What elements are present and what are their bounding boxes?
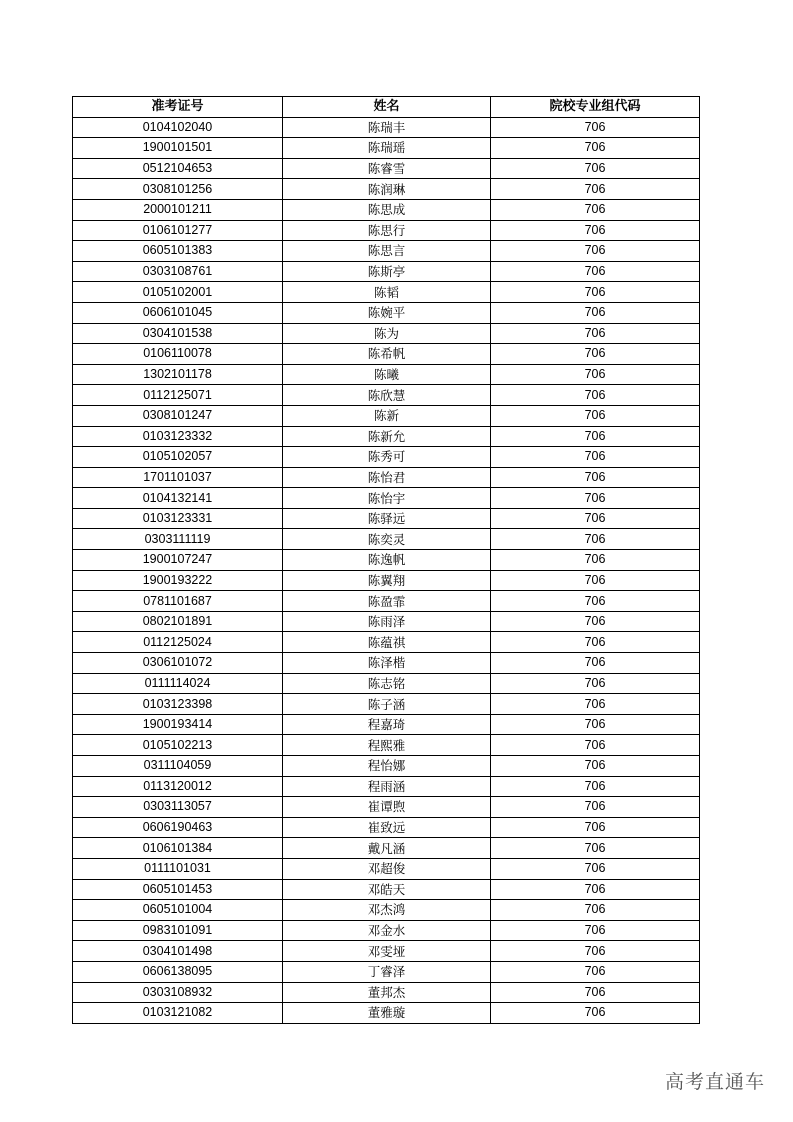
cell-name: 陈志铭 — [283, 673, 491, 694]
cell-name: 陈睿雪 — [283, 158, 491, 179]
cell-exam-id: 0106101277 — [73, 220, 283, 241]
cell-exam-id: 1701101037 — [73, 467, 283, 488]
cell-exam-id: 0606101045 — [73, 302, 283, 323]
cell-exam-id: 1302101178 — [73, 364, 283, 385]
cell-name: 邓雯垭 — [283, 941, 491, 962]
cell-exam-id: 1900101501 — [73, 138, 283, 159]
table-row — [73, 467, 700, 488]
cell-exam-id: 0304101498 — [73, 941, 283, 962]
cell-exam-id: 0605101453 — [73, 879, 283, 900]
cell-name: 陈斯亭 — [283, 261, 491, 282]
table-row — [73, 735, 700, 756]
table-body — [73, 117, 700, 1023]
cell-name: 戴凡涵 — [283, 838, 491, 859]
cell-exam-id: 0105102001 — [73, 282, 283, 303]
cell-program-group-code: 706 — [491, 405, 700, 426]
cell-exam-id: 0303111119 — [73, 529, 283, 550]
cell-program-group-code: 706 — [491, 591, 700, 612]
cell-exam-id: 0106110078 — [73, 344, 283, 365]
cell-exam-id: 0311104059 — [73, 756, 283, 777]
cell-program-group-code: 706 — [491, 817, 700, 838]
table-row — [73, 117, 700, 138]
table-header-row — [73, 97, 700, 118]
cell-program-group-code: 706 — [491, 199, 700, 220]
cell-exam-id: 0104132141 — [73, 488, 283, 509]
cell-exam-id: 1900107247 — [73, 550, 283, 571]
cell-name: 陈思成 — [283, 199, 491, 220]
cell-name: 丁睿泽 — [283, 961, 491, 982]
cell-program-group-code: 706 — [491, 653, 700, 674]
cell-name: 陈翼翔 — [283, 570, 491, 591]
cell-exam-id: 0111101031 — [73, 858, 283, 879]
cell-name: 陈新 — [283, 405, 491, 426]
table-row — [73, 385, 700, 406]
cell-name: 陈润琳 — [283, 179, 491, 200]
table-row — [73, 941, 700, 962]
cell-program-group-code: 706 — [491, 138, 700, 159]
cell-program-group-code: 706 — [491, 529, 700, 550]
cell-program-group-code: 706 — [491, 220, 700, 241]
cell-exam-id: 0606138095 — [73, 961, 283, 982]
table-row — [73, 632, 700, 653]
cell-program-group-code: 706 — [491, 673, 700, 694]
header-name: 姓名 — [283, 97, 491, 118]
cell-exam-id: 0605101383 — [73, 241, 283, 262]
cell-name: 程怡娜 — [283, 756, 491, 777]
table-row — [73, 714, 700, 735]
cell-program-group-code: 706 — [491, 508, 700, 529]
cell-exam-id: 0983101091 — [73, 920, 283, 941]
cell-name: 陈思言 — [283, 241, 491, 262]
cell-exam-id: 0308101247 — [73, 405, 283, 426]
table-row — [73, 179, 700, 200]
cell-name: 董邦杰 — [283, 982, 491, 1003]
cell-exam-id: 1900193414 — [73, 714, 283, 735]
cell-name: 陈驿远 — [283, 508, 491, 529]
table-row — [73, 261, 700, 282]
cell-program-group-code: 706 — [491, 426, 700, 447]
table-row — [73, 426, 700, 447]
cell-exam-id: 0104102040 — [73, 117, 283, 138]
table-row — [73, 323, 700, 344]
cell-name: 邓金水 — [283, 920, 491, 941]
cell-exam-id: 0103123331 — [73, 508, 283, 529]
cell-program-group-code: 706 — [491, 117, 700, 138]
table-row — [73, 817, 700, 838]
cell-exam-id: 0781101687 — [73, 591, 283, 612]
cell-name: 邓超俊 — [283, 858, 491, 879]
cell-program-group-code: 706 — [491, 241, 700, 262]
table-row — [73, 982, 700, 1003]
cell-name: 崔谭煦 — [283, 797, 491, 818]
cell-program-group-code: 706 — [491, 797, 700, 818]
cell-exam-id: 0802101891 — [73, 611, 283, 632]
table-row — [73, 920, 700, 941]
header-exam-id: 准考证号 — [73, 97, 283, 118]
table-row — [73, 611, 700, 632]
cell-exam-id: 0112125071 — [73, 385, 283, 406]
cell-program-group-code: 706 — [491, 879, 700, 900]
table-row — [73, 488, 700, 509]
cell-exam-id: 0106101384 — [73, 838, 283, 859]
cell-exam-id: 0308101256 — [73, 179, 283, 200]
cell-name: 陈新允 — [283, 426, 491, 447]
cell-program-group-code: 706 — [491, 632, 700, 653]
cell-exam-id: 0304101538 — [73, 323, 283, 344]
cell-name: 邓皓天 — [283, 879, 491, 900]
table-row — [73, 797, 700, 818]
table-row — [73, 900, 700, 921]
cell-name: 陈奕灵 — [283, 529, 491, 550]
cell-program-group-code: 706 — [491, 364, 700, 385]
table-row — [73, 199, 700, 220]
cell-program-group-code: 706 — [491, 838, 700, 859]
table-row — [73, 405, 700, 426]
cell-exam-id: 0303113057 — [73, 797, 283, 818]
cell-name: 陈婉平 — [283, 302, 491, 323]
cell-program-group-code: 706 — [491, 611, 700, 632]
cell-program-group-code: 706 — [491, 756, 700, 777]
cell-program-group-code: 706 — [491, 385, 700, 406]
cell-program-group-code: 706 — [491, 694, 700, 715]
cell-name: 程熙雅 — [283, 735, 491, 756]
cell-program-group-code: 706 — [491, 858, 700, 879]
table-row — [73, 138, 700, 159]
cell-name: 陈希帆 — [283, 344, 491, 365]
cell-name: 陈盈霏 — [283, 591, 491, 612]
table-row — [73, 673, 700, 694]
cell-program-group-code: 706 — [491, 776, 700, 797]
cell-exam-id: 0306101072 — [73, 653, 283, 674]
cell-exam-id: 0103123398 — [73, 694, 283, 715]
table-row — [73, 694, 700, 715]
cell-program-group-code: 706 — [491, 941, 700, 962]
cell-name: 陈怡君 — [283, 467, 491, 488]
cell-name: 陈思行 — [283, 220, 491, 241]
cell-name: 陈秀可 — [283, 447, 491, 468]
cell-exam-id: 0303108761 — [73, 261, 283, 282]
cell-program-group-code: 706 — [491, 1003, 700, 1024]
cell-program-group-code: 706 — [491, 467, 700, 488]
cell-name: 董雅璇 — [283, 1003, 491, 1024]
cell-program-group-code: 706 — [491, 900, 700, 921]
cell-name: 陈怡宇 — [283, 488, 491, 509]
cell-name: 邓杰鸿 — [283, 900, 491, 921]
cell-program-group-code: 706 — [491, 550, 700, 571]
table-row — [73, 858, 700, 879]
cell-program-group-code: 706 — [491, 920, 700, 941]
table-row — [73, 344, 700, 365]
cell-program-group-code: 706 — [491, 570, 700, 591]
cell-program-group-code: 706 — [491, 302, 700, 323]
table-row — [73, 529, 700, 550]
table-row — [73, 838, 700, 859]
cell-program-group-code: 706 — [491, 982, 700, 1003]
cell-exam-id: 1900193222 — [73, 570, 283, 591]
cell-name: 陈瑞瑶 — [283, 138, 491, 159]
cell-exam-id: 0103121082 — [73, 1003, 283, 1024]
cell-program-group-code: 706 — [491, 344, 700, 365]
cell-program-group-code: 706 — [491, 179, 700, 200]
cell-name: 陈瑞丰 — [283, 117, 491, 138]
table-row — [73, 158, 700, 179]
cell-program-group-code: 706 — [491, 282, 700, 303]
watermark-text: 高考直通车 — [664, 1071, 765, 1093]
cell-program-group-code: 706 — [491, 488, 700, 509]
cell-name: 陈韬 — [283, 282, 491, 303]
table-row — [73, 241, 700, 262]
cell-name: 陈曦 — [283, 364, 491, 385]
table-row — [73, 508, 700, 529]
cell-exam-id: 0512104653 — [73, 158, 283, 179]
cell-name: 陈欣慧 — [283, 385, 491, 406]
table-row — [73, 961, 700, 982]
cell-program-group-code: 706 — [491, 961, 700, 982]
table-row — [73, 653, 700, 674]
table-row — [73, 282, 700, 303]
cell-program-group-code: 706 — [491, 261, 700, 282]
cell-exam-id: 0105102213 — [73, 735, 283, 756]
table-row — [73, 879, 700, 900]
cell-program-group-code: 706 — [491, 447, 700, 468]
table-row — [73, 302, 700, 323]
cell-exam-id: 0112125024 — [73, 632, 283, 653]
cell-name: 程嘉琦 — [283, 714, 491, 735]
cell-name: 程雨涵 — [283, 776, 491, 797]
table-row — [73, 756, 700, 777]
cell-exam-id: 0605101004 — [73, 900, 283, 921]
table-row — [73, 1003, 700, 1024]
cell-exam-id: 2000101211 — [73, 199, 283, 220]
table-row — [73, 776, 700, 797]
cell-exam-id: 0113120012 — [73, 776, 283, 797]
cell-name: 陈子涵 — [283, 694, 491, 715]
table-row — [73, 570, 700, 591]
cell-program-group-code: 706 — [491, 714, 700, 735]
cell-program-group-code: 706 — [491, 323, 700, 344]
cell-exam-id: 0606190463 — [73, 817, 283, 838]
table-row — [73, 550, 700, 571]
cell-name: 崔致远 — [283, 817, 491, 838]
cell-program-group-code: 706 — [491, 158, 700, 179]
header-program-group-code: 院校专业组代码 — [491, 97, 700, 118]
table-row — [73, 220, 700, 241]
cell-exam-id: 0103123332 — [73, 426, 283, 447]
cell-program-group-code: 706 — [491, 735, 700, 756]
admission-table — [72, 96, 700, 1024]
cell-name: 陈为 — [283, 323, 491, 344]
cell-exam-id: 0111114024 — [73, 673, 283, 694]
cell-name: 陈蕴祺 — [283, 632, 491, 653]
table-row — [73, 447, 700, 468]
table-row — [73, 364, 700, 385]
table-row — [73, 591, 700, 612]
cell-exam-id: 0105102057 — [73, 447, 283, 468]
cell-exam-id: 0303108932 — [73, 982, 283, 1003]
cell-name: 陈逸帆 — [283, 550, 491, 571]
cell-name: 陈雨泽 — [283, 611, 491, 632]
cell-name: 陈泽楷 — [283, 653, 491, 674]
admission-list-sheet — [72, 96, 699, 1024]
